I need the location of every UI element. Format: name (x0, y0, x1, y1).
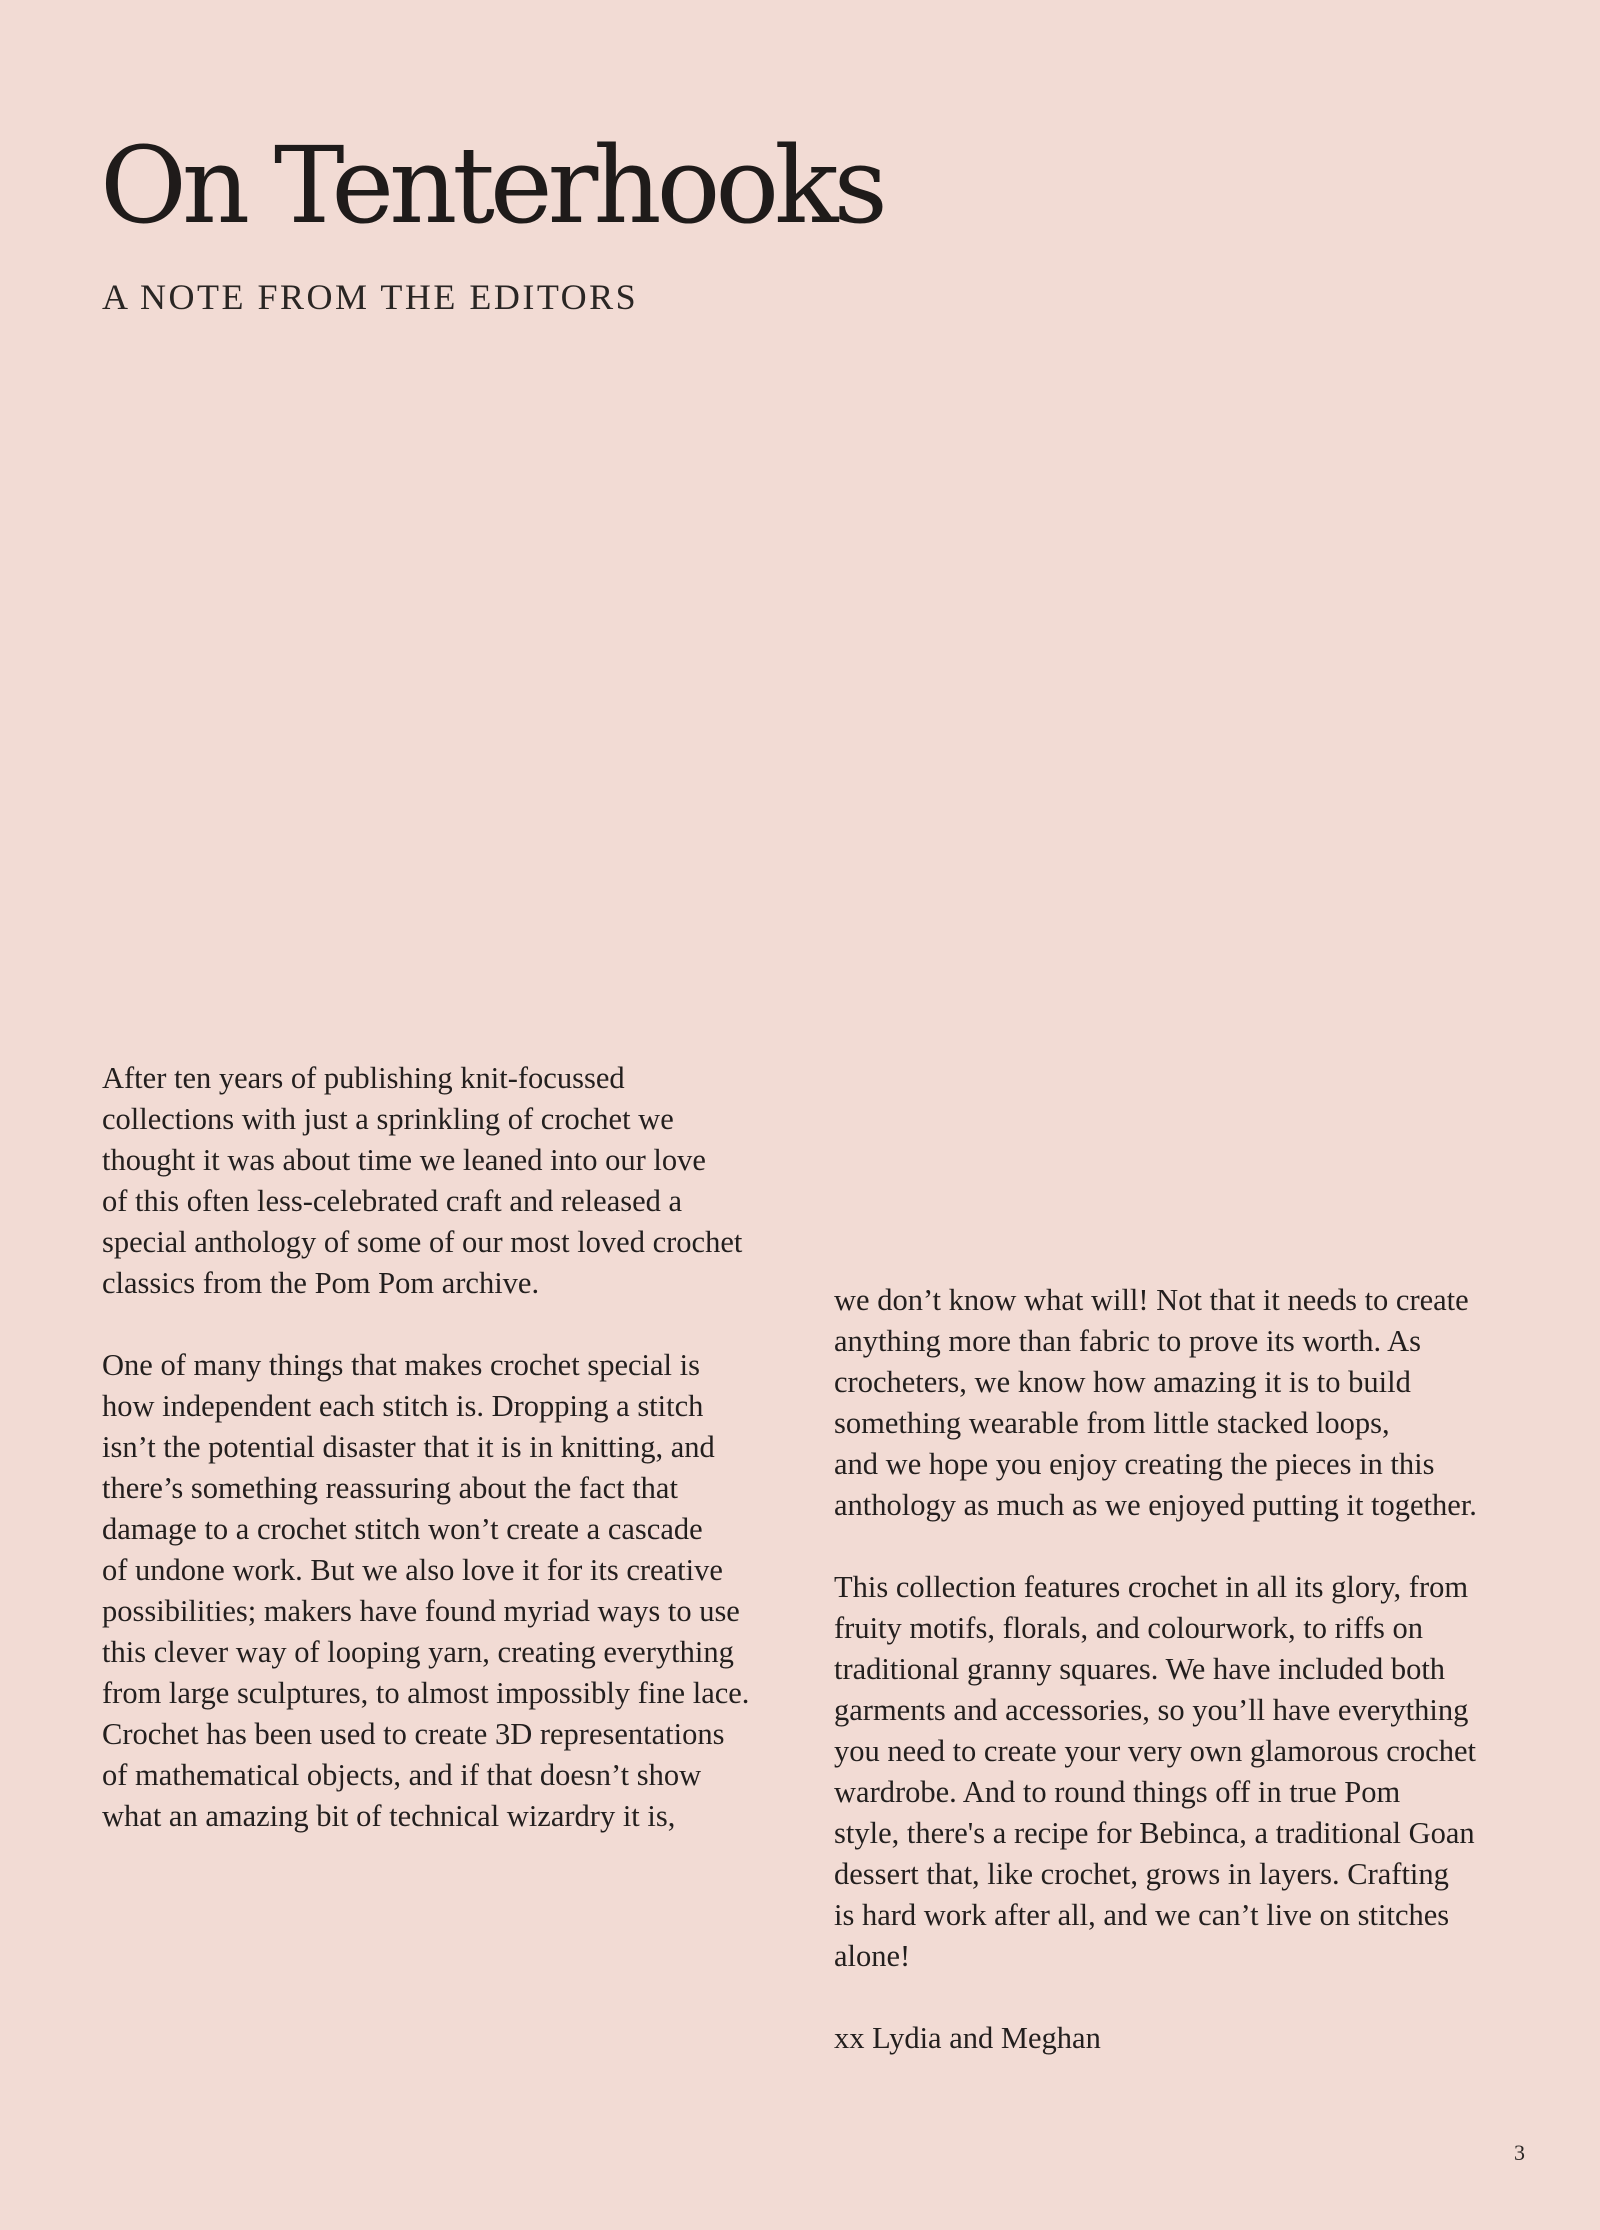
page-number: 3 (1514, 2140, 1525, 2165)
paragraph-collection: This collection features crochet in all its glory, from fruity motifs, florals, and colourwork, to riffs on traditional granny squares. We have included both garments and accessories, so you’ll have everything you need to create your very own glamorous crochet wardrobe. And to round things off in true Pom style, there's a recipe for Bebinca, a traditional Goan dessert that, like crochet, grows in layers. Crafting is hard work after all, and we can’t live on stitches alone! (834, 1570, 1476, 1973)
page-subtitle: A NOTE FROM THE EDITORS (102, 277, 639, 317)
signature: xx Lydia and Meghan (834, 2021, 1101, 2055)
paragraph-continuation: we don’t know what will! Not that it needs to create anything more than fabric to prove its worth. As crocheters, we know how amazing it is to build something wearable from little stacked loops, and we hope you enjoy creating the pieces in this anthology as much as we enjoyed putting it together. (834, 1283, 1477, 1522)
right-text-column (834, 1280, 1574, 2059)
paragraph-crochet-special: One of many things that makes crochet special is how independent each stitch is. Dropping a stitch isn’t the potential disaster that it is in knitting, and there’s something reassuring about the fact that damage to a crochet stitch won’t create a cascade of undone work. But we also love it for its creative possibilities; makers have found myriad ways to use this clever way of looping yarn, creating everything from large sculptures, to almost impossibly fine lace. Crochet has been used to create 3D representations of mathematical objects, and if that doesn’t show what an amazing bit of technical wizardry it is, (102, 1348, 750, 1833)
left-text-column (102, 1058, 822, 1837)
page-title: On Tenterhooks (100, 124, 883, 247)
paragraph-intro: After ten years of publishing knit-focussed collections with just a sprinkling of crochet we thought it was about time we leaned into our love of this often less-celebrated craft and released a special anthology of some of our most loved crochet classics from the Pom Pom archive. (102, 1061, 743, 1300)
